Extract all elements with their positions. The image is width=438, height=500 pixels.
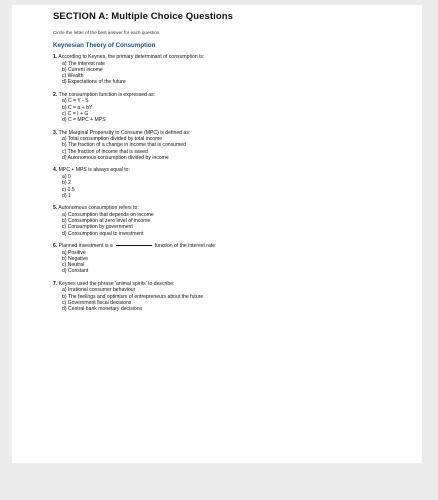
question-prompt-start: Planned investment is a xyxy=(58,242,113,249)
question-prompt: MPC + MPS is always equal to: xyxy=(58,167,130,174)
answer-option-b[interactable]: b) The feelings and optimism of entrepreneurs about the future xyxy=(62,293,204,300)
question-3-text xyxy=(53,130,422,137)
instructions-text: Circle the letter of the best answer for each question. xyxy=(53,30,161,35)
answer-option-c[interactable]: c) The fraction of income that is saved xyxy=(62,148,148,155)
question-prompt-end: function of the interest rate: xyxy=(154,242,217,249)
question-3 xyxy=(53,130,422,162)
answer-options xyxy=(53,174,422,199)
answer-option-b[interactable]: b) 2 xyxy=(62,180,71,187)
fill-in-blank[interactable] xyxy=(116,245,152,246)
answer-option-b[interactable]: b) Current income xyxy=(62,66,103,73)
section-title: SECTION A: Multiple Choice Questions xyxy=(53,11,234,22)
question-prompt: According to Keynes, the primary determinant of consumption is: xyxy=(58,54,205,60)
question-1 xyxy=(53,54,422,86)
question-number: 4. xyxy=(53,167,58,174)
answer-option-b[interactable]: b) The fraction of a change in income that is consumed xyxy=(62,142,186,149)
answer-option-a[interactable]: a) Total consumption divided by total income xyxy=(62,136,163,143)
answer-options xyxy=(53,136,422,161)
question-number: 3. xyxy=(53,129,58,136)
question-prompt: The consumption function is expressed as: xyxy=(58,91,156,98)
question-number: 7. xyxy=(53,280,58,287)
answer-option-a[interactable]: a) 0 xyxy=(62,173,71,180)
worksheet-page xyxy=(12,5,422,463)
answer-option-d[interactable]: d) Consumption equal to investment xyxy=(62,230,144,237)
answer-option-a[interactable]: a) Consumption that depends on income xyxy=(62,211,154,218)
answer-option-a[interactable]: a) C = Y - S xyxy=(62,98,89,105)
question-6 xyxy=(53,243,422,275)
answer-option-d[interactable]: d) 1 xyxy=(62,192,71,199)
answer-option-c[interactable]: c) Consumption by government xyxy=(62,224,133,231)
answer-option-d[interactable]: d) Central bank monetary decisions xyxy=(62,306,143,313)
topic-heading: Keynesian Theory of Consumption xyxy=(53,42,156,49)
question-prompt: Autonomous consumption refers to: xyxy=(58,205,139,212)
question-7 xyxy=(53,281,422,313)
question-4 xyxy=(53,167,422,199)
answer-option-c[interactable]: c) Neutral xyxy=(62,262,85,269)
answer-option-b[interactable]: b) Consumption at zero level of income xyxy=(62,218,151,225)
question-5 xyxy=(53,205,422,237)
question-1-text xyxy=(53,54,422,61)
answer-options xyxy=(53,98,422,123)
answer-option-c[interactable]: c) 0.5 xyxy=(62,186,75,193)
question-2 xyxy=(53,92,422,124)
answer-options xyxy=(53,250,422,275)
question-6-text xyxy=(53,243,422,250)
answer-options xyxy=(53,212,422,237)
question-7-text xyxy=(53,281,422,288)
question-number: 6. xyxy=(53,242,58,249)
answer-option-b[interactable]: b) C = a + bY xyxy=(62,104,93,111)
answer-option-d[interactable]: d) Expectations of the future xyxy=(62,79,126,86)
answer-options xyxy=(53,287,422,312)
answer-option-d[interactable]: d) Constant xyxy=(62,268,89,275)
question-number: 2. xyxy=(53,91,58,98)
answer-option-c[interactable]: c) Government fiscal decisions xyxy=(62,299,132,306)
question-5-text xyxy=(53,205,422,212)
answer-option-c[interactable]: c) Wealth xyxy=(62,73,84,80)
answer-options xyxy=(53,61,422,86)
answer-option-d[interactable]: d) Autonomous consumption divided by income xyxy=(62,155,169,162)
answer-option-b[interactable]: b) Negative xyxy=(62,255,89,262)
question-number: 5. xyxy=(53,205,58,212)
answer-option-a[interactable]: a) The interest rate xyxy=(62,60,105,67)
question-prompt: Keynes used the phrase 'animal spirits' to describe: xyxy=(58,280,175,287)
answer-option-a[interactable]: a) Positive xyxy=(62,249,86,256)
answer-option-c[interactable]: c) C = I + G xyxy=(62,110,89,117)
question-4-text xyxy=(53,167,422,174)
question-number: 1. xyxy=(53,54,58,60)
answer-option-d[interactable]: d) C = MPC + MPS xyxy=(62,117,106,124)
answer-option-a[interactable]: a) Irrational consumer behaviour xyxy=(62,287,136,294)
question-prompt: The Marginal Propensity to Consume (MPC) is defined as: xyxy=(58,129,191,136)
question-2-text xyxy=(53,92,422,99)
